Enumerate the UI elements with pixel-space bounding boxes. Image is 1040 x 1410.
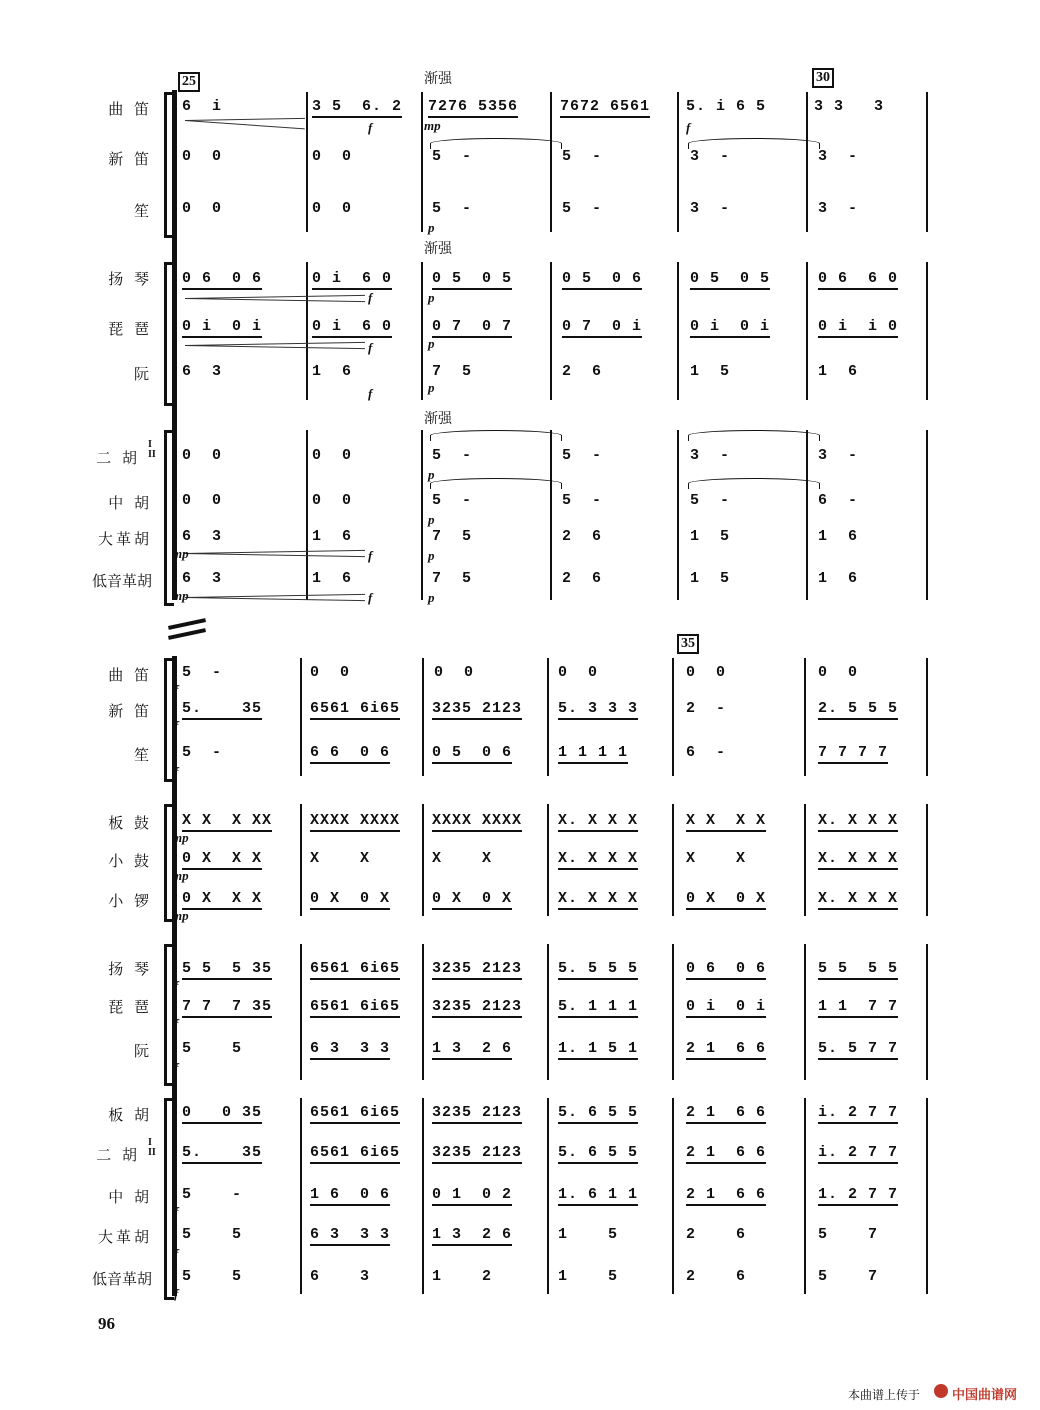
measure-notes: 3 - bbox=[818, 447, 859, 464]
measure-notes: 5 - bbox=[690, 492, 731, 509]
measure-notes: 3 - bbox=[690, 200, 731, 217]
measure-notes: 2 6 bbox=[562, 363, 603, 380]
staff-row bbox=[178, 890, 928, 916]
measure-notes: 5 - bbox=[432, 148, 473, 165]
measure-notes: 6 - bbox=[818, 492, 859, 509]
instrument-label: 低音革胡 bbox=[91, 1270, 152, 1288]
measure-notes: 5 - bbox=[432, 200, 473, 217]
instrument-label: 小 锣 bbox=[108, 892, 152, 910]
group-brace bbox=[164, 804, 174, 922]
measure-notes: 3 - bbox=[818, 148, 859, 165]
roman-numerals: I II bbox=[148, 439, 156, 460]
dynamic-mark: mp bbox=[172, 830, 189, 845]
dynamic-mark: f bbox=[368, 386, 373, 401]
dynamic-mark: f bbox=[174, 1016, 179, 1031]
instrument-label: 大革胡 bbox=[97, 530, 152, 548]
measure-notes: 0 0 bbox=[182, 492, 223, 509]
measure-notes: 7276 5356 bbox=[428, 98, 518, 118]
measure-notes: 0 i 0 i bbox=[182, 318, 262, 338]
measure-notes: 0 7 0 i bbox=[562, 318, 642, 338]
measure-notes: 5 - bbox=[562, 148, 603, 165]
staff-row bbox=[178, 1186, 928, 1212]
measure-notes: X. X X X bbox=[818, 812, 898, 832]
measure-notes: 6561 6i65 bbox=[310, 998, 400, 1018]
measure-notes: 2 1 6 6 bbox=[686, 1186, 766, 1206]
measure-notes: 0 X 0 X bbox=[310, 890, 390, 910]
instrument-label: 扬 琴 bbox=[108, 270, 152, 288]
staff-row bbox=[178, 318, 928, 344]
measure-notes: 1 6 bbox=[312, 363, 353, 380]
measure-notes: 0 i 0 i bbox=[686, 998, 766, 1018]
instrument-label: 小 鼓 bbox=[108, 852, 152, 870]
measure-notes: 3 - bbox=[690, 447, 731, 464]
measure-notes: X. X X X bbox=[818, 890, 898, 910]
instrument-label: 曲 笛 bbox=[108, 100, 152, 118]
staff-row bbox=[178, 363, 928, 389]
measure-notes: 3235 2123 bbox=[432, 960, 522, 980]
measure-notes: 5. 6 5 5 bbox=[558, 1144, 638, 1164]
measure-notes: 1 6 bbox=[312, 528, 353, 545]
measure-notes: 6 - bbox=[686, 744, 727, 761]
measure-notes: 7672 6561 bbox=[560, 98, 650, 118]
measure-notes: 7 5 bbox=[432, 570, 473, 587]
dynamic-mark: f bbox=[368, 290, 373, 305]
measure-notes: 1 5 bbox=[558, 1226, 619, 1243]
instrument-label: 板 胡 bbox=[108, 1106, 152, 1124]
measure-notes: 1 5 bbox=[690, 363, 731, 380]
dynamic-mark: f bbox=[174, 682, 179, 697]
measure-notes: 0 5 0 6 bbox=[562, 270, 642, 290]
measure-notes: 0 0 bbox=[182, 200, 223, 217]
measure-notes: 5 7 bbox=[818, 1268, 879, 1285]
instrument-label: 琵 琶 bbox=[108, 998, 152, 1016]
measure-notes: 1 6 0 6 bbox=[310, 1186, 390, 1206]
staff-row bbox=[178, 812, 928, 838]
measure-notes: 0 7 0 7 bbox=[432, 318, 512, 338]
measure-notes: 3 5 6. 2 bbox=[312, 98, 402, 118]
dynamic-mark: f bbox=[174, 1246, 179, 1261]
measure-notes: 5 5 5 5 bbox=[818, 960, 898, 980]
measure-notes: 1 5 bbox=[690, 528, 731, 545]
measure-notes: 5 7 bbox=[818, 1226, 879, 1243]
measure-notes: 0 X 0 X bbox=[432, 890, 512, 910]
measure-notes: 5. 1 1 1 bbox=[558, 998, 638, 1018]
measure-notes: 1 5 bbox=[690, 570, 731, 587]
instrument-label: 低音革胡 bbox=[91, 572, 152, 590]
dynamic-mark: mp bbox=[172, 546, 189, 561]
group-brace bbox=[164, 944, 174, 1086]
instrument-label: 笙 bbox=[133, 746, 152, 764]
hairpin bbox=[185, 345, 365, 349]
instrument-label: 大革胡 bbox=[97, 1228, 152, 1246]
measure-notes: 2 6 bbox=[686, 1268, 747, 1285]
measure-notes: 1 1 1 1 bbox=[558, 744, 628, 764]
instrument-label: 新 笛 bbox=[108, 150, 152, 168]
measure-notes: 6 3 bbox=[182, 363, 223, 380]
measure-notes: 0 0 bbox=[686, 664, 727, 681]
hairpin bbox=[185, 298, 365, 302]
staff-row bbox=[178, 960, 928, 986]
measure-notes: XXXX XXXX bbox=[310, 812, 400, 832]
group-brace bbox=[164, 430, 174, 606]
instrument-label: 笙 bbox=[133, 202, 152, 220]
dynamic-mark: f bbox=[174, 1060, 179, 1075]
measure-notes: 5. 5 5 5 bbox=[558, 960, 638, 980]
measure-notes: 0 6 0 6 bbox=[182, 270, 262, 290]
measure-notes: 5 5 bbox=[182, 1268, 243, 1285]
dynamic-mark: f bbox=[174, 764, 179, 779]
measure-notes: X. X X X bbox=[558, 850, 638, 870]
measure-notes: 2 - bbox=[686, 700, 727, 717]
dynamic-mark: f bbox=[368, 120, 373, 135]
measure-notes: 6 3 bbox=[182, 570, 223, 587]
dynamic-mark: p bbox=[428, 590, 435, 605]
measure-notes: 6561 6i65 bbox=[310, 700, 400, 720]
measure-notes: 5 - bbox=[562, 492, 603, 509]
measure-notes: 0 0 bbox=[182, 447, 223, 464]
dynamic-mark: f bbox=[174, 978, 179, 993]
tie bbox=[688, 430, 820, 441]
measure-notes: 2 6 bbox=[562, 528, 603, 545]
measure-notes: 6 3 3 3 bbox=[310, 1226, 390, 1246]
measure-notes: 5 - bbox=[182, 744, 223, 761]
measure-notes: 0 0 bbox=[312, 200, 353, 217]
hairpin bbox=[185, 597, 365, 601]
measure-notes: 5 5 bbox=[182, 1040, 243, 1057]
dynamic-mark: f bbox=[368, 340, 373, 355]
measure-notes: 7 7 7 7 bbox=[818, 744, 888, 764]
measure-notes: 7 7 7 35 bbox=[182, 998, 272, 1018]
staff-row bbox=[178, 744, 928, 770]
staff-row bbox=[178, 528, 928, 554]
measure-notes: 6 3 3 3 bbox=[310, 1040, 390, 1060]
measure-notes: 3235 2123 bbox=[432, 1144, 522, 1164]
measure-notes: X. X X X bbox=[818, 850, 898, 870]
instrument-label: 中 胡 bbox=[108, 494, 152, 512]
measure-notes: 5. 35 bbox=[182, 700, 262, 720]
instrument-label: 阮 bbox=[133, 1042, 152, 1060]
measure-notes: 2 1 6 6 bbox=[686, 1040, 766, 1060]
dynamic-mark: p bbox=[428, 220, 435, 235]
rehearsal-mark-30: 30 bbox=[812, 68, 834, 88]
measure-notes: 5 5 bbox=[182, 1226, 243, 1243]
instrument-label: 曲 笛 bbox=[108, 666, 152, 684]
measure-notes: 1 6 bbox=[312, 570, 353, 587]
staff-row bbox=[178, 1226, 928, 1252]
dynamic-mark: mp bbox=[424, 118, 441, 133]
staff-row bbox=[178, 447, 928, 473]
measure-notes: 0 6 0 6 bbox=[686, 960, 766, 980]
measure-notes: i. 2 7 7 bbox=[818, 1104, 898, 1124]
measure-notes: 1 6 bbox=[818, 528, 859, 545]
measure-notes: X X bbox=[686, 850, 747, 867]
instrument-label: 琵 琶 bbox=[108, 320, 152, 338]
measure-notes: 5. 35 bbox=[182, 1144, 262, 1164]
staff-row bbox=[178, 1144, 928, 1170]
measure-notes: X. X X X bbox=[558, 890, 638, 910]
group-brace bbox=[164, 658, 174, 782]
dynamic-mark: mp bbox=[172, 908, 189, 923]
staff-row bbox=[178, 1268, 928, 1294]
measure-notes: 0 5 0 5 bbox=[690, 270, 770, 290]
staff-row bbox=[178, 570, 928, 596]
measure-notes: X X X XX bbox=[182, 812, 272, 832]
dynamic-mark: f bbox=[174, 1204, 179, 1219]
staff-row bbox=[178, 148, 928, 174]
measure-notes: X X bbox=[310, 850, 371, 867]
tie bbox=[688, 478, 820, 489]
measure-notes: 5 - bbox=[182, 664, 223, 681]
measure-notes: 5. 5 7 7 bbox=[818, 1040, 898, 1060]
measure-notes: 2 6 bbox=[686, 1226, 747, 1243]
measure-notes: 3235 2123 bbox=[432, 700, 522, 720]
dynamic-mark: p bbox=[428, 290, 435, 305]
instrument-label: 二 胡 bbox=[96, 1146, 140, 1164]
staff-row bbox=[178, 270, 928, 296]
measure-notes: 0 0 bbox=[312, 492, 353, 509]
cresc-marking: 渐强 bbox=[424, 71, 452, 87]
dynamic-mark: f bbox=[174, 1286, 179, 1301]
measure-notes: 3 3 3 bbox=[814, 98, 885, 115]
roman-numerals: I II bbox=[148, 1137, 156, 1158]
measure-notes: 0 i 6 0 bbox=[312, 318, 392, 338]
measure-notes: 7 5 bbox=[432, 363, 473, 380]
measure-notes: 2. 5 5 5 bbox=[818, 700, 898, 720]
measure-notes: X X X X bbox=[686, 812, 766, 832]
measure-notes: 5 5 5 35 bbox=[182, 960, 272, 980]
measure-notes: 0 5 0 5 bbox=[432, 270, 512, 290]
staff-row bbox=[178, 998, 928, 1024]
measure-notes: 2 6 bbox=[562, 570, 603, 587]
dynamic-mark: mp bbox=[172, 588, 189, 603]
measure-notes: 0 0 bbox=[182, 148, 223, 165]
cresc-marking: 渐强 bbox=[424, 241, 452, 257]
dynamic-mark: f bbox=[686, 120, 691, 135]
staff-row bbox=[178, 492, 928, 518]
dynamic-mark: p bbox=[428, 512, 435, 527]
dynamic-mark: p bbox=[428, 336, 435, 351]
group-brace bbox=[164, 262, 174, 406]
dynamic-mark: p bbox=[428, 548, 435, 563]
staff-row bbox=[178, 664, 928, 690]
measure-notes: 1. 6 1 1 bbox=[558, 1186, 638, 1206]
measure-notes: 3 - bbox=[690, 148, 731, 165]
measure-notes: 5. 3 3 3 bbox=[558, 700, 638, 720]
measure-notes: 5 - bbox=[432, 447, 473, 464]
measure-notes: 0 0 bbox=[312, 447, 353, 464]
measure-notes: 1 3 2 6 bbox=[432, 1226, 512, 1246]
measure-notes: 0 6 6 0 bbox=[818, 270, 898, 290]
measure-notes: 2 1 6 6 bbox=[686, 1104, 766, 1124]
measure-notes: 0 0 35 bbox=[182, 1104, 262, 1124]
measure-notes: 3 - bbox=[818, 200, 859, 217]
instrument-label: 中 胡 bbox=[108, 1188, 152, 1206]
measure-notes: 5 - bbox=[432, 492, 473, 509]
tie bbox=[430, 478, 562, 489]
measure-notes: 5. i 6 5 bbox=[686, 98, 767, 115]
measure-notes: 0 0 bbox=[558, 664, 599, 681]
measure-notes: 6561 6i65 bbox=[310, 960, 400, 980]
measure-notes: 0 X 0 X bbox=[686, 890, 766, 910]
instrument-label: 扬 琴 bbox=[108, 960, 152, 978]
measure-notes: 6 3 bbox=[182, 528, 223, 545]
measure-notes: 0 0 bbox=[310, 664, 351, 681]
measure-notes: 5 - bbox=[562, 447, 603, 464]
measure-notes: 1 1 7 7 bbox=[818, 998, 898, 1018]
measure-notes: 3235 2123 bbox=[432, 1104, 522, 1124]
measure-notes: 2 1 6 6 bbox=[686, 1144, 766, 1164]
staff-row bbox=[178, 1040, 928, 1066]
measure-notes: 1. 2 7 7 bbox=[818, 1186, 898, 1206]
measure-notes: 0 i i 0 bbox=[818, 318, 898, 338]
system-break bbox=[168, 628, 206, 640]
measure-notes: 6561 6i65 bbox=[310, 1144, 400, 1164]
measure-notes: X. X X X bbox=[558, 812, 638, 832]
dynamic-mark: f bbox=[174, 718, 179, 733]
dynamic-mark: p bbox=[428, 467, 435, 482]
measure-notes: 7 5 bbox=[432, 528, 473, 545]
measure-notes: 1 5 bbox=[558, 1268, 619, 1285]
measure-notes: 0 X X X bbox=[182, 850, 262, 870]
measure-notes: 6561 6i65 bbox=[310, 1104, 400, 1124]
dynamic-mark: p bbox=[428, 380, 435, 395]
staff-row bbox=[178, 700, 928, 726]
cresc-marking: 渐强 bbox=[424, 411, 452, 427]
measure-notes: 1 2 bbox=[432, 1268, 493, 1285]
measure-notes: 5 - bbox=[182, 1186, 243, 1203]
dynamic-mark: f bbox=[368, 590, 373, 605]
measure-notes: 0 i 0 i bbox=[690, 318, 770, 338]
measure-notes: 3235 2123 bbox=[432, 998, 522, 1018]
measure-notes: 0 0 bbox=[434, 664, 475, 681]
staff-row bbox=[178, 1104, 928, 1130]
instrument-label: 二 胡 bbox=[96, 449, 140, 467]
measure-notes: 6 3 bbox=[310, 1268, 371, 1285]
tie bbox=[430, 430, 562, 441]
measure-notes: 1. 1 5 1 bbox=[558, 1040, 638, 1060]
instrument-label: 阮 bbox=[133, 365, 152, 383]
measure-notes: 1 3 2 6 bbox=[432, 1040, 512, 1060]
measure-notes: 0 0 bbox=[818, 664, 859, 681]
instrument-label: 板 鼓 bbox=[108, 814, 152, 832]
group-brace bbox=[164, 1098, 174, 1300]
measure-notes: 1 6 bbox=[818, 363, 859, 380]
measure-notes: i. 2 7 7 bbox=[818, 1144, 898, 1164]
group-brace bbox=[164, 92, 174, 238]
measure-notes: 0 5 0 6 bbox=[432, 744, 512, 764]
site-logo-icon bbox=[934, 1384, 948, 1398]
page-number: 96 bbox=[98, 1314, 115, 1333]
rehearsal-mark-25: 25 bbox=[178, 72, 200, 92]
staff-row bbox=[178, 200, 928, 226]
staff-row bbox=[178, 850, 928, 876]
measure-notes: 0 i 6 0 bbox=[312, 270, 392, 290]
site-brand-link[interactable]: 中国曲谱网 bbox=[952, 1388, 1018, 1403]
measure-notes: 5. 6 5 5 bbox=[558, 1104, 638, 1124]
measure-notes: 5 - bbox=[562, 200, 603, 217]
measure-notes: X X bbox=[432, 850, 493, 867]
measure-notes: 0 X X X bbox=[182, 890, 262, 910]
footer-text: 本曲谱上传于 bbox=[848, 1388, 921, 1402]
dynamic-mark: mp bbox=[172, 868, 189, 883]
instrument-label: 新 笛 bbox=[108, 702, 152, 720]
measure-notes: 0 1 0 2 bbox=[432, 1186, 512, 1206]
measure-notes: 6 6 0 6 bbox=[310, 744, 390, 764]
staff-row bbox=[178, 98, 928, 124]
measure-notes: XXXX XXXX bbox=[432, 812, 522, 832]
measure-notes: 0 0 bbox=[312, 148, 353, 165]
rehearsal-mark-35: 35 bbox=[677, 634, 699, 654]
measure-notes: 6 i bbox=[182, 98, 223, 115]
dynamic-mark: f bbox=[368, 548, 373, 563]
measure-notes: 1 6 bbox=[818, 570, 859, 587]
